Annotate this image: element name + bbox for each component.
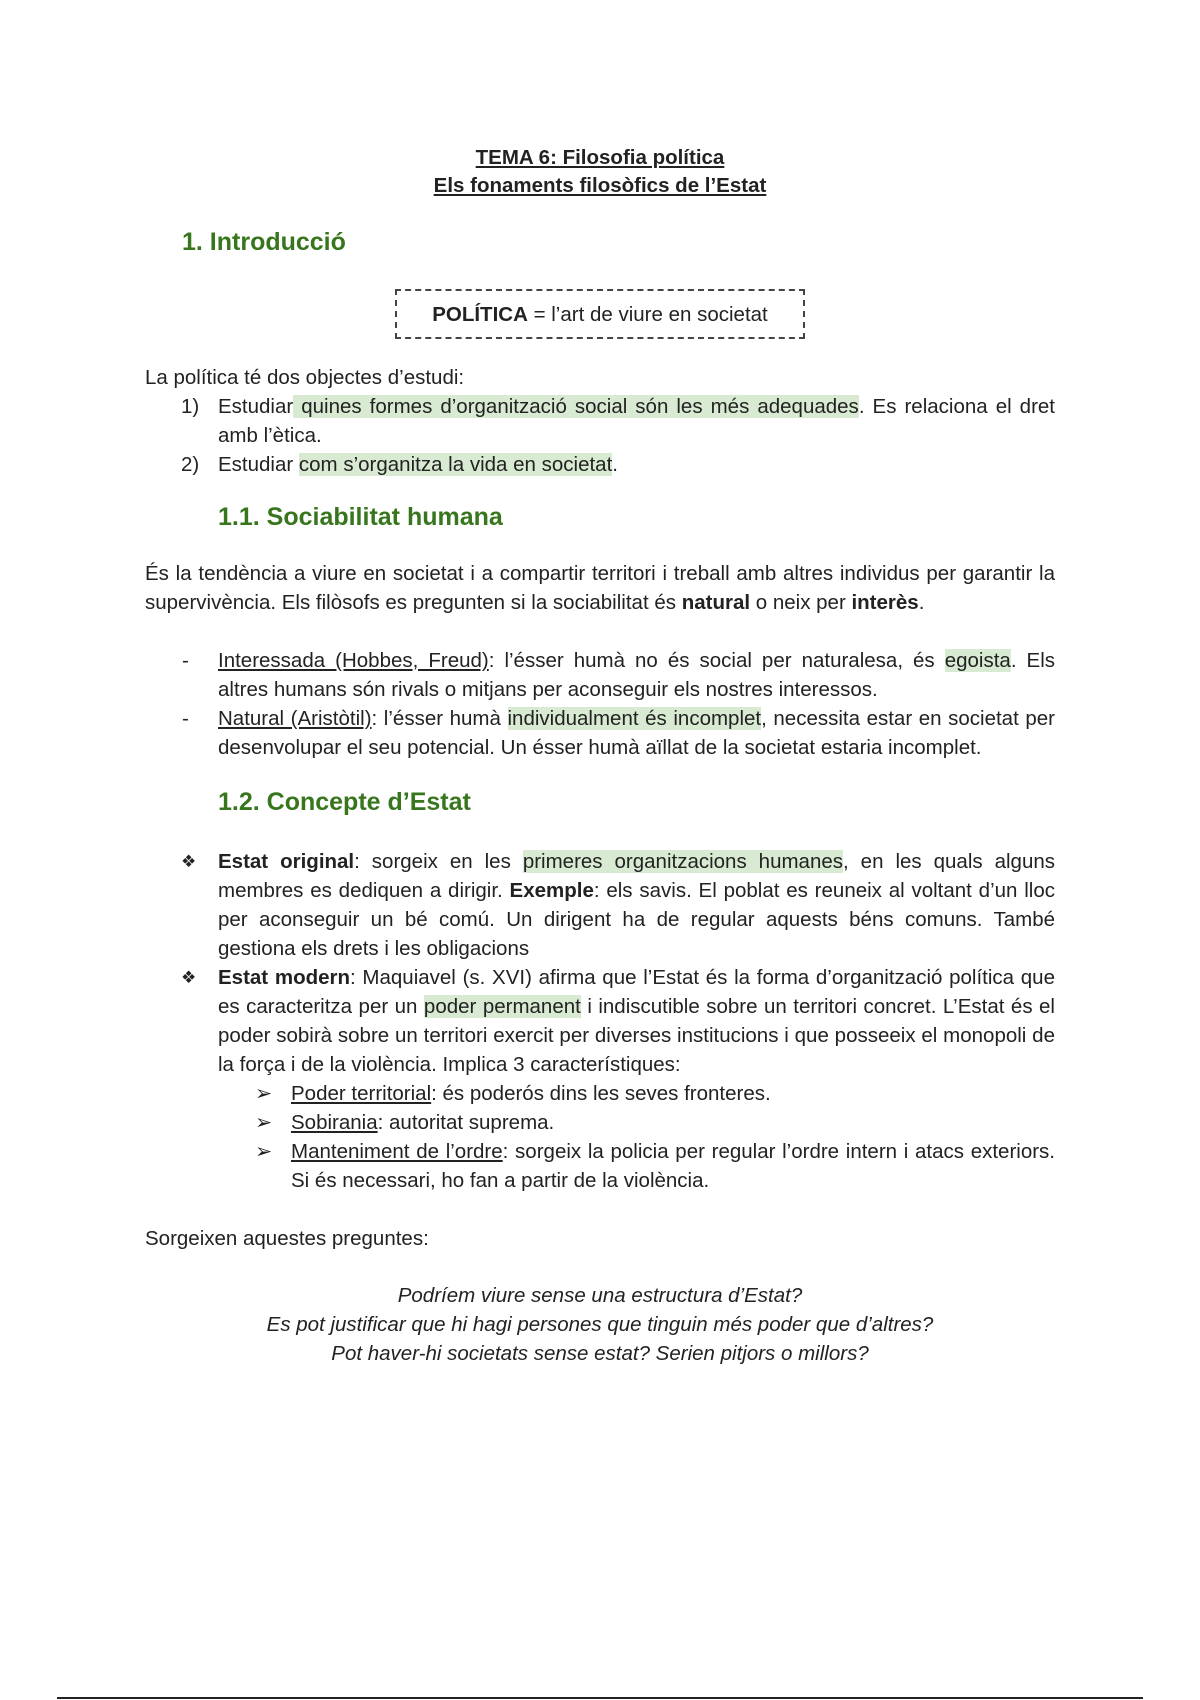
page-footer-divider	[57, 1697, 1143, 1699]
dash-bullet: -	[182, 707, 189, 730]
item-text: : sorgeix la policia per regular l’ordre intern i atacs exteriors. Si és necessari, ho fan a partir de la violència.	[291, 1140, 1055, 1192]
highlighted-text: com s’organitza la vida en societat	[298, 453, 613, 476]
questions-block	[145, 1281, 1055, 1368]
arrow-bullet: ➢	[255, 1140, 273, 1163]
item-text: . Es relaciona el dret amb l’ètica.	[218, 395, 1055, 447]
document-page	[145, 0, 1055, 1368]
list-item	[145, 1137, 1055, 1195]
definition-text: = l’art de viure en societat	[527, 302, 768, 326]
item-text: : Maquiavel (s. XVI) afirma que l’Estat és la forma d’organització política que es caracteritza per un	[218, 966, 1055, 1018]
sociabilitat-list	[145, 646, 1055, 762]
definition-term: POLÍTICA	[432, 302, 528, 326]
intro-paragraph: La política té dos objectes d’estudi:	[145, 366, 465, 389]
list-number: 1)	[181, 395, 200, 418]
list-item	[145, 847, 1055, 963]
diamond-bullet: ❖	[181, 852, 197, 871]
item-text: . Els altres humans són rivals o mitjans per aconseguir els nostres interessos.	[218, 649, 1056, 701]
highlighted-text: individualment és incomplet	[507, 707, 762, 730]
section-heading-introduccio: 1. Introducció	[182, 228, 346, 256]
item-label: Estat original	[218, 850, 355, 873]
item-text: : autoritat suprema.	[377, 1111, 555, 1134]
item-text: i indiscutible sobre un territori concret. L’Estat és el poder sobirà sobre un territori exercit per diverses institucions i que posseeix el monopoli de la força i de la violència. Implica 3 característiques:	[218, 995, 1055, 1076]
list-item	[145, 392, 1055, 450]
section-heading-sociabilitat: 1.1. Sociabilitat humana	[218, 503, 503, 531]
item-text: Estudiar	[218, 453, 299, 476]
item-text: : els savis. El poblat es reuneix al voltant d’un lloc per aconseguir un bé comú. Un dirigent ha de regular aquests béns comuns. També gestiona els drets i les obligacions	[218, 879, 1055, 960]
list-item	[145, 646, 1055, 704]
item-label: Poder territorial	[291, 1082, 432, 1105]
list-item	[145, 1079, 1055, 1108]
question: Pot haver-hi societats sense estat? Serien pitjors o millors?	[331, 1342, 869, 1365]
item-text: : l’ésser humà no és social per naturalesa, és	[488, 649, 945, 672]
highlighted-text: egoista	[944, 649, 1011, 672]
bold-text: Exemple	[509, 879, 594, 902]
question: Podríem viure sense una estructura d’Estat?	[397, 1284, 803, 1307]
bold-text: interès	[851, 591, 919, 614]
highlighted-text: poder permanent	[423, 995, 581, 1018]
item-label: Estat modern	[218, 966, 351, 989]
list-item	[145, 704, 1055, 762]
diamond-bullet: ❖	[181, 968, 197, 987]
characteristics-list	[145, 1079, 1055, 1195]
item-label: Sobirania	[291, 1111, 378, 1134]
paragraph-text: o neix per	[750, 591, 852, 614]
item-label: Interessada (Hobbes, Freud)	[218, 649, 489, 672]
paragraph-text: .	[918, 591, 925, 614]
item-text: .	[612, 453, 618, 476]
arrow-bullet: ➢	[255, 1111, 273, 1134]
dash-bullet: -	[182, 649, 189, 672]
item-text: Estudiar	[218, 395, 294, 418]
item-label: Manteniment de l’ordre	[291, 1140, 503, 1163]
list-item	[145, 450, 1055, 479]
questions-intro: Sorgeixen aquestes preguntes:	[145, 1227, 429, 1250]
question: Es pot justificar que hi hagi persones que tinguin més poder que d’altres?	[266, 1313, 934, 1336]
document-subtitle: Els fonaments filosòfics de l’Estat	[433, 174, 767, 197]
highlighted-text: quines formes d’organització social són les més adequades	[293, 395, 859, 418]
item-text: , necessita estar en societat per desenvolupar el seu potencial. Un ésser humà aïllat de la societat estaria incomplet.	[218, 707, 1055, 759]
estat-list	[145, 847, 1055, 1079]
list-number: 2)	[181, 453, 200, 476]
item-text: : és poderós dins les seves fronteres.	[431, 1082, 771, 1105]
section-heading-concepte-estat: 1.2. Concepte d’Estat	[218, 788, 471, 816]
paragraph-text: És la tendència a viure en societat i a compartir territori i treball amb altres individus per garantir la supervivència. Els filòsofs es pregunten si la sociabilitat és	[145, 562, 1055, 614]
item-text: : sorgeix en les	[354, 850, 523, 873]
objects-list	[145, 392, 1055, 479]
list-item	[145, 963, 1055, 1079]
item-label: Natural (Aristòtil)	[218, 707, 372, 730]
sociabilitat-paragraph	[145, 559, 1055, 617]
arrow-bullet: ➢	[255, 1082, 273, 1105]
definition-box	[395, 289, 805, 339]
highlighted-text: primeres organitzacions humanes	[522, 850, 844, 873]
item-text: , en les quals alguns membres es dediquen a dirigir.	[218, 850, 1056, 902]
document-title: TEMA 6: Filosofia política	[475, 146, 725, 169]
item-text: : l’ésser humà	[371, 707, 508, 730]
list-item	[145, 1108, 1055, 1137]
bold-text: natural	[681, 591, 751, 614]
